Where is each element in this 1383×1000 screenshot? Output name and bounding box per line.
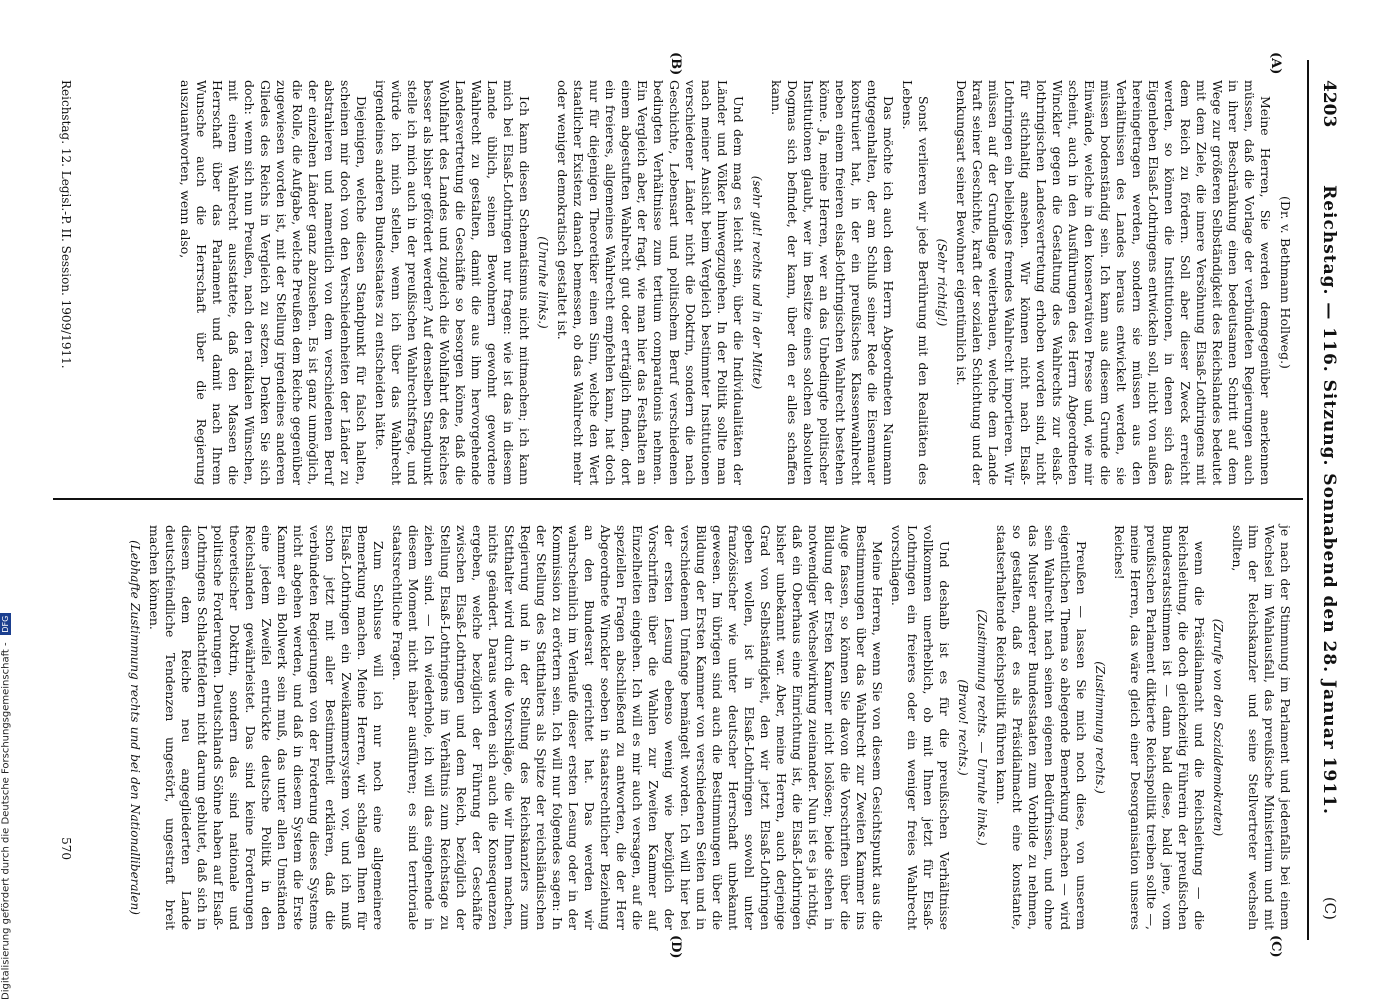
interjection: (Zustimmung rechts.) bbox=[1093, 661, 1107, 794]
interjection: (Unruhe links.) bbox=[536, 236, 550, 329]
page-title: Reichstag. — 116. Sitzung. Sonnabend den 28. Januar 1911. bbox=[1319, 185, 1339, 815]
paragraph: Und dem mag es leicht sein, über die Individualitäten der Länder und Völker hinwegzugehen. In der Politik sollte man nach meiner Ansicht beim Vergleich bestimmter Institutionen verschiedener Länder nicht die Doktrin, sondern die nach Geschichte, Lebensart und politischem Beruf verschiedenen bedingten Verhältnisse zum tertium comparationis nehmen. Ein Vergleich aber, der fragt, wie man hier das Festhalten an einem abgestuften Wahlrecht gut oder erträglich finden, dort ein freieres, allgemeines Wahlrecht empfehlen kann, hat doch nur für diejenigen Theoretiker einen Sinn, welche den Wert staatlicher Existenz danach bemessen, ob das Wahlrecht mehr oder weniger demokratisch gestaltet ist. bbox=[555, 80, 746, 485]
paragraph: Meine Herren, Sie werden demgegenüber anerkennen müssen, daß die Vorlage der verbündeten Regierungen auch in ihrer Beschränkung einen bedeutsamen Schritt auf dem Wege zur größeren Selbständigkeit des Reichslandes bedeutet mit dem Ziele, die innere Versöhnung Elsaß-Lothringens mit dem Reich zu fördern. Soll aber dieser Zweck erreicht werden, so können die Institutionen, in denen sich das Eigenleben Elsaß-Lothringens entwickeln soll, nicht von außen hereingetragen werden, sondern sie müssen aus den Verhältnissen des Landes heraus entwickelt werden, sie müssen bodenständig sein. Ich kann aus diesem Grunde die Einwände, welche in den konservativen Presse und, wie mir scheint, auch in den Ausführungen des Herrn Abgeordneten Winckler gegen die Gestaltung des Wahlrechts zur elsaß-lothringischen Landesvertretung erhoben worden sind, nicht für stichhaltig ansehen. Wir können nicht nach Elsaß-Lothringen ein beliebiges fremdes Wahlrecht importieren. Wir müssen auf der Grundlage weiterbauen, welche dem Lande kraft seiner Geschichte, kraft der sozialen Schichtung und der Denkungsart seiner Bewohner eigentümlich ist. bbox=[954, 80, 1273, 485]
paragraph: Das möchte ich auch dem Herrn Abgeordneten Naumann entgegenhalten, der am Schluß seiner Rede die Eisenmauer konstruiert hat, in der ein preußisches Klassenwahlrecht neben einem freieren elsaß-lothringischen Wahlrecht bestehen könne. Ja, meine Herren, wer an das Unbedingte politischer Institutionen glaubt, wer im Besitze eines solchen absoluten Dogmas sich befindet, der kann, über den er alles schaffen kann. bbox=[769, 80, 896, 485]
margin-mark-b: (B) bbox=[668, 52, 683, 76]
digitization-text: Digitalisierung gefördert durch die Deutsche Forschungsgemeinschaft - bbox=[0, 642, 12, 1000]
column-divider bbox=[53, 498, 1303, 500]
footer-page-code: 570 bbox=[59, 837, 73, 860]
paragraph: Preußen — lassen Sie mich noch diese, von unserem eigentlichen Thema so ablegende Bemerkung machen — wird sein Wahlrecht nach seinen eigenen Bedürfnissen, und ohne das Muster anderer Bundesstaaten zum Vorbilde zu nehmen, so gestalten, daß es als Präsidialmacht eine konstante, staatserhaltende Reichspolitik führen kann. bbox=[994, 525, 1089, 930]
interjection: (Sehr richtig!) bbox=[935, 238, 949, 327]
paragraph: Diejenigen, welche diesen Standpunkt für falsch halten, scheinen mir doch von den Verschiedenheiten der Länder zu abstrahieren und namentlich von dem verschiedenen Beruf der einzelnen Länder ganz abzusehen. Es ist ganz unmöglich, die Rolle, die Aufgabe, welche Preußen dem Reiche gegenüber zugewiesen worden ist, mit der Stellung irgendeines anderen Gliedes des Reichs in Vergleich zu setzen. Denken Sie sich doch: wenn sich nun Preußen, nach den radikalen Wünschen, mit einem Wahlrecht ausstattete, daß den Massen die Herrschaft über das Parlament und damit nach Ihrem Wunsche auch die Herrschaft über die Regierung auszuantworten, wenn also, bbox=[178, 80, 369, 485]
left-column bbox=[174, 80, 1293, 485]
page-header bbox=[1313, 80, 1343, 920]
paragraph: Und deshalb ist es für die preußischen Verhältnisse vollkommen unerheblich, ob mit Ihnen jetzt für Elsaß-Lothringen ein freieres oder ein weniger freies Wahlrecht vorschlagen. bbox=[889, 525, 952, 930]
footer-session-info: Reichstag. 12. Legisl.-P. II. Session. 1909/1911. bbox=[59, 80, 73, 369]
paragraph: Sonst verlieren wir jede Berührung mit den Realitäten des Lebens. bbox=[900, 80, 931, 485]
paragraph: Zum Schlusse will ich nur noch eine allgemeinere Bemerkung machen. Meine Herren, wir schlagen Ihnen für Elsaß-Lothringen ein Zweikammersystem vor, und ich muß schon jetzt mit aller Bestimmtheit erklären, daß die verbündeten Regierungen von der Forderung dieses Systems nicht abgehen werden, und daß in diesem System die Erste Kammer ein Bollwerk sein muß, das unter allen Umständen eine jedem Zweifel entrückte deutsche Politik in den Reichslanden gewährleistet. Das sind keine Forderungen theoretischer Doktrin, sondern das sind nationale und politische Forderungen. Deutschlands Söhne haben auf Elsaß-Lothringens Schlachtfeldern nicht darum geblutet, daß sich in diesem dem Reiche neu angegliederten Lande deutschfeindliche Tendenzen ungestört, ungestraft breit machen können. bbox=[147, 525, 386, 930]
paragraph: Meine Herren, wenn Sie von diesem Gesichtspunkt aus die Bestimmungen über das Wahlrecht zur Zweiten Kammer ins Auge fassen, so können Sie davon die Vorschriften über die Bildung der Ersten Kammer nicht loslösen; beide stehen in notwendiger Wechselwirkung zueinander. Nun ist es ja richtig, daß ein Oberhaus eine Einrichtung ist, die Elsaß-Lothringen bisher unbekannt war. Aber, meine Herren, auch derjenige Grad von Selbständigkeit, den wir jetzt Elsaß-Lothringen geben wollen, ist in Elsaß-Lothringen sowohl unter französischer wie unter deutscher Herrschaft unbekannt gewesen. Im übrigen sind auch die Bestimmungen über die Bildung der Ersten Kammer von verschiedenen Seiten und in verschiedenem Umfange bemängelt worden. Ich will hier bei der ersten Lesung ebenso wenig wie bezüglich der Vorschriften über die Wahlen zur Zweiten Kammer auf Einzelheiten eingehen. Ich will es mir auch versagen, auf die speziellen Fragen abschließend zu antworten, die der Herr Abgeordnete Winckler soeben in staatsrechtlicher Beziehung an den Bundesrat gerichtet hat. Das werden wir wahrscheinlich im Verlaufe dieser ersten Lesung oder in der Kommission zu erörtern sein. Ich will nur folgendes sagen: In der Stellung des Statthalters als Spitze der reichsländischen Regierung und in der Stellung des Reichskanzlers zum Statthalter wird durch die Vorschläge, die wir Ihnen machen, nichts geändert. Daraus werden sich auch die Konsequenzen ergeben, welche bezüglich der Führung der Geschäfte zwischen Elsaß-Lothringen und dem Reich, bezüglich der Stellung Elsaß-Lothringens im Verhältnis zum Reichstage zu ziehen sind. — Ich wiederhole, ich will das eingehende in diesem Moment nicht näher ausführen; es sind territoriale staatsrechtliche Fragen. bbox=[390, 525, 885, 930]
interjection: (Bravo! rechts.) bbox=[956, 679, 970, 776]
header-rule bbox=[1307, 60, 1309, 940]
paragraph: wenn die Präsidialmacht und die Reichsleitung — die Reichsleitung, die doch gleichzeitig Führerin der preußischen Bundesratsstimmen ist — dann bald diese, bald jene, vom preußischen Parlament diktierte Reichspolitik treiben sollte —, meine Herren, das wäre gleich einer Desorganisation unseres Reiches! bbox=[1112, 525, 1207, 930]
paragraph: Ich kann diesen Schematismus nicht mitmachen; ich kann mich bei Elsaß-Lothringen nur fragen: wie ist das in diesem Lande üblich, seinen Bewohnern gewohnt gewordene Wahlrecht zu gestalten, damit die aus ihm hervorgehende Landesvertretung die Geschäfte so besorgen könne, daß die Wohlfahrt des Landes und zugleich die Wohlfahrt des Reiches besser als bisher gefördert werden? Auf denselben Standpunkt stelle ich mich auch in der preußischen Wahlrechtsfrage, und würde ich mich stellen, wenn ich über das Wahlrecht irgendeines anderen Bundesstaates zu entscheiden hätte. bbox=[373, 80, 532, 485]
dfg-logo: DFG bbox=[0, 613, 11, 635]
margin-mark-c: (C) bbox=[1268, 935, 1283, 958]
interjection: (Zustimmung rechts. — Unruhe links.) bbox=[975, 609, 989, 846]
margin-mark-a: (A) bbox=[1268, 52, 1283, 75]
page-number: 4203 bbox=[1319, 80, 1339, 128]
page-footer bbox=[51, 80, 73, 920]
interjection: (sehr gut! rechts und in der Mitte) bbox=[750, 175, 764, 390]
right-column bbox=[124, 525, 1293, 930]
header-margin-mark: (C) bbox=[1321, 896, 1339, 920]
speaker-name: (Dr. v. Bethmann Hollweg.) bbox=[1278, 196, 1293, 369]
digitization-note bbox=[0, 10, 14, 1000]
interjection: (Lebhafte Zustimmung rechts und bei den Nationalliberalen) bbox=[128, 540, 142, 915]
interjection: (Zurufe von den Sozialdemokraten) bbox=[1211, 618, 1225, 837]
paragraph: je nach der Stimmung im Parlament und jedenfalls bei einem Wechsel im Wahlausfall, das preußische Ministerium und mit ihm der Reichskanzler und seine Stellvertreter wechseln sollten, bbox=[1230, 525, 1293, 930]
margin-mark-d: (D) bbox=[668, 935, 683, 959]
